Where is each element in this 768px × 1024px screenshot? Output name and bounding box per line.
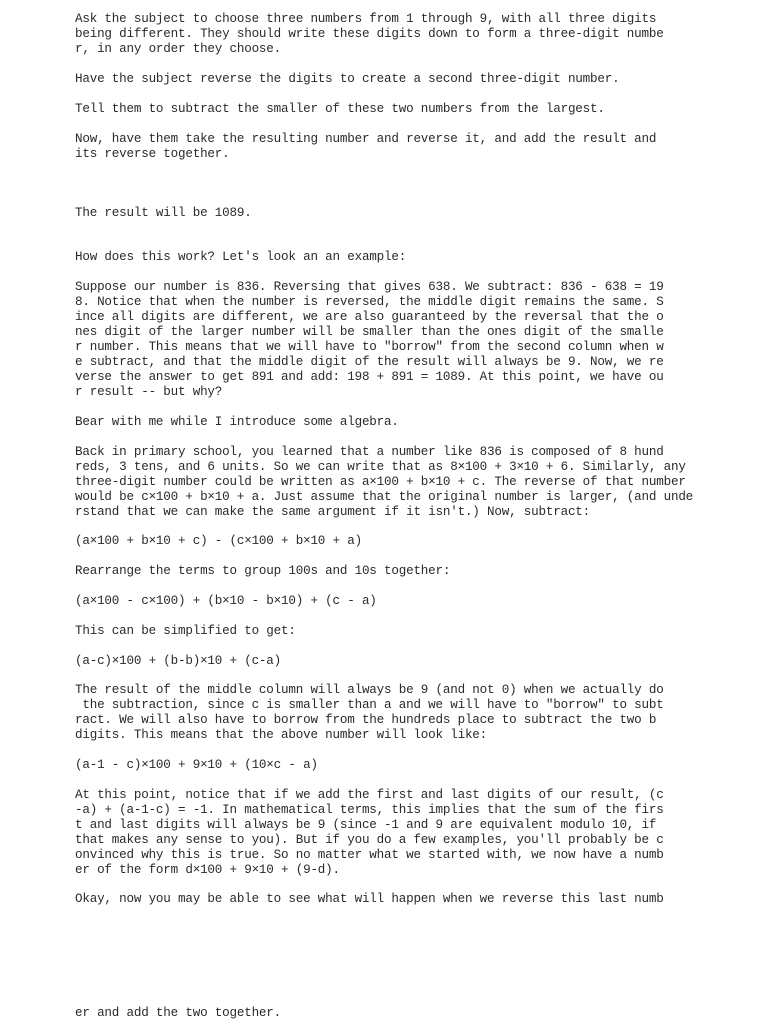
paragraph-middle-column: The result of the middle column will always be 9 (and not 0) when we actually do the subtraction, since c is smaller than a and we will have to "borrow" to subt ract. We will also have to borrow from the hundreds place to subtract the two b digits. This means that the above number will look like:	[75, 683, 664, 742]
paragraph-result-1089: The result will be 1089.	[75, 206, 252, 220]
equation-grouped: (a×100 - c×100) + (b×10 - b×10) + (c - a)	[75, 594, 377, 608]
equation-simplified: (a-c)×100 + (b-b)×10 + (c-a)	[75, 654, 282, 668]
paragraph-first-last-digits: At this point, notice that if we add the first and last digits of our result, (c -a) + (a-1-c) = -1. In mathematical terms, this implies that the sum of the firs t and last digits will always be 9 (since -1 and 9 are equivalent modulo 10, if that makes any sense to you). But if you do a few examples, you'll probably be c onvinced why this is true. So no matter what we started with, we now have a numb er of the form d×100 + 9×10 + (9-d).	[75, 788, 664, 877]
paragraph-add-together: er and add the two together.	[75, 1006, 282, 1020]
equation-subtraction: (a×100 + b×10 + c) - (c×100 + b×10 + a)	[75, 534, 362, 548]
paragraph-okay-reverse: Okay, now you may be able to see what will happen when we reverse this last numb	[75, 892, 664, 906]
paragraph-algebra-intro: Bear with me while I introduce some algebra.	[75, 415, 399, 429]
paragraph-reverse-and-add: Now, have them take the resulting number and reverse it, and add the result and its reverse together.	[75, 132, 657, 161]
paragraph-rearrange: Rearrange the terms to group 100s and 10s together:	[75, 564, 451, 578]
paragraph-primary-school: Back in primary school, you learned that a number like 836 is composed of 8 hund reds, 3 tens, and 6 units. So we can write that as 8×100 + 3×10 + 6. Similarly, any three-digit number could be written as a×100 + b×10 + c. The reverse of that number would be c×100 + b×10 + a. Just assume that the original number is larger, (and unde rstand that we can make the same argument if it isn't.) Now, subtract:	[75, 445, 694, 519]
paragraph-instructions-choose-digits: Ask the subject to choose three numbers from 1 through 9, with all three digits being different. They should write these digits down to form a three-digit numbe r, in any order they choose.	[75, 12, 664, 56]
paragraph-how-does-this-work: How does this work? Let's look an an example:	[75, 250, 407, 264]
equation-borrowed: (a-1 - c)×100 + 9×10 + (10×c - a)	[75, 758, 318, 772]
paragraph-reverse-digits: Have the subject reverse the digits to create a second three-digit number.	[75, 72, 620, 86]
paragraph-simplified: This can be simplified to get:	[75, 624, 296, 638]
paragraph-example: Suppose our number is 836. Reversing that gives 638. We subtract: 836 - 638 = 19 8. Notice that when the number is reversed, the middle digit remains the same. S ince all digits are different, we are also guaranteed by the reversal that the o nes digit of the larger number will be smaller than the ones digit of the smalle r number. This means that we will have to "borrow" from the second column when w e subtract, and that the middle digit of the result will always be 9. Now, we re verse the answer to get 891 and add: 198 + 891 = 1089. At this point, we have ou r result -- but why?	[75, 280, 664, 399]
paragraph-subtract: Tell them to subtract the smaller of these two numbers from the largest.	[75, 102, 605, 116]
